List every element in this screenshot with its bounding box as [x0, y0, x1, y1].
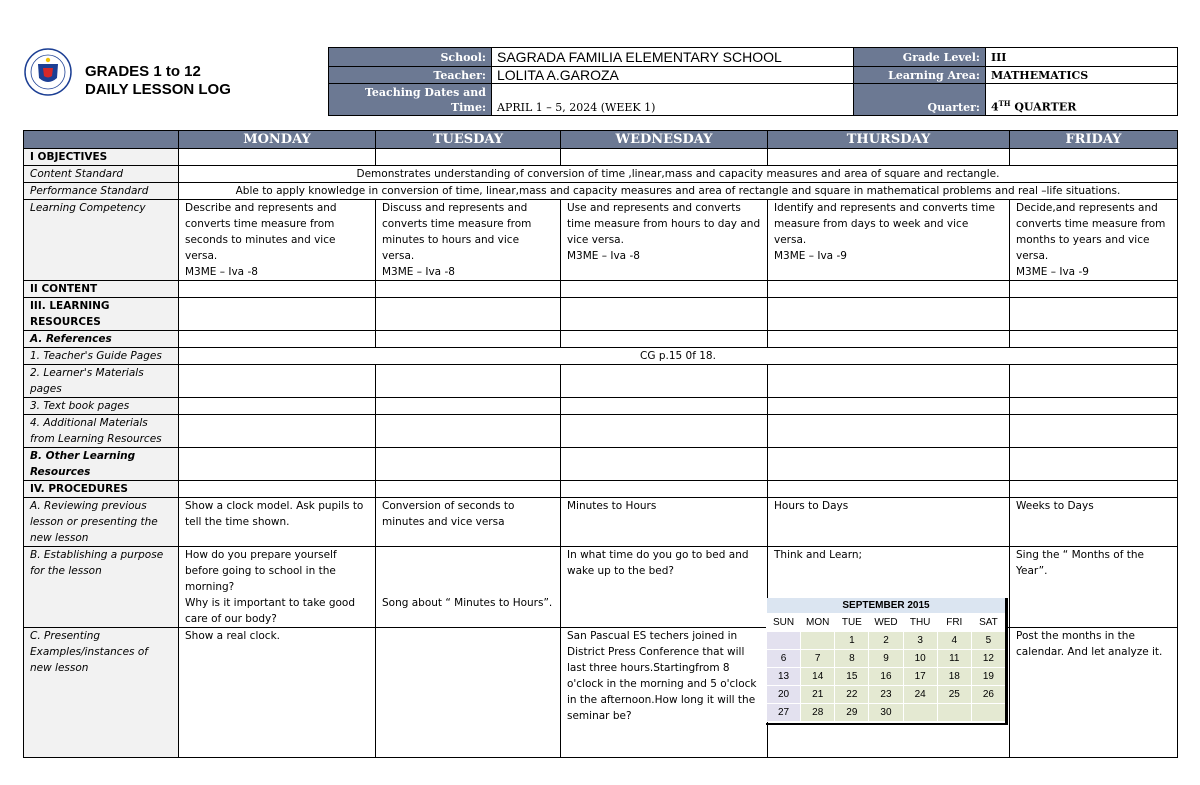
- cell: [376, 149, 561, 166]
- calendar-day: 9: [869, 650, 903, 668]
- calendar-day: 17: [903, 668, 937, 686]
- calendar-day: 28: [801, 704, 835, 722]
- competency-wednesday: [561, 200, 768, 281]
- grade-level-value: III: [986, 48, 1178, 67]
- row-label-references: A. References: [24, 331, 179, 348]
- calendar-week-row: [767, 668, 1006, 686]
- calendar-day: 4: [937, 632, 971, 650]
- calendar-title: SEPTEMBER 2015: [767, 598, 1006, 614]
- purpose-text: How do you prepare yourself before going to school in the morning?: [185, 549, 337, 593]
- table-row: [24, 298, 1178, 331]
- competency-text: Identify and represents and converts time measure from days to week and vice versa.: [774, 202, 995, 246]
- teaching-dates-label: [329, 84, 492, 116]
- presenting-friday: Post the months in the calendar. And let analyze it.: [1010, 628, 1178, 758]
- day-header-monday: MONDAY: [179, 131, 376, 149]
- calendar-day: 15: [835, 668, 869, 686]
- cell: [1010, 149, 1178, 166]
- competency-monday: [179, 200, 376, 281]
- calendar-weekday: FRI: [937, 614, 971, 632]
- cell: [561, 415, 768, 448]
- reviewing-monday: Show a clock model. Ask pupils to tell the time shown.: [179, 498, 376, 547]
- header-info-table: [328, 47, 1178, 116]
- calendar-day: 25: [937, 686, 971, 704]
- learning-area-label: Learning Area:: [854, 67, 986, 84]
- quarter-word: QUARTER: [1010, 101, 1077, 114]
- reviewing-thursday: Hours to Days: [768, 498, 1010, 547]
- table-row: [24, 348, 1178, 365]
- school-label: School:: [329, 48, 492, 67]
- calendar-day: 16: [869, 668, 903, 686]
- calendar-weekday-row: [767, 614, 1006, 632]
- cell: [376, 481, 561, 498]
- calendar-day: 13: [767, 668, 801, 686]
- cell: [179, 398, 376, 415]
- row-label-performance-standard: Performance Standard: [24, 183, 179, 200]
- cell: [768, 281, 1010, 298]
- quarter-value: [986, 84, 1178, 116]
- cell: [179, 448, 376, 481]
- cell: [561, 298, 768, 331]
- learning-area-value: MATHEMATICS: [986, 67, 1178, 84]
- cell: [179, 149, 376, 166]
- day-header-tuesday: TUESDAY: [376, 131, 561, 149]
- cell: [376, 365, 561, 398]
- purpose-text: Why is it important to take good care of our body?: [185, 597, 356, 625]
- calendar-day: 29: [835, 704, 869, 722]
- cell: [1010, 281, 1178, 298]
- competency-friday: [1010, 200, 1178, 281]
- school-value: SAGRADA FAMILIA ELEMENTARY SCHOOL: [492, 48, 854, 67]
- quarter-suffix: TH: [998, 99, 1011, 109]
- calendar-september-2015: [766, 598, 1006, 722]
- cell: [1010, 448, 1178, 481]
- calendar-day: 26: [971, 686, 1005, 704]
- calendar-weekday: SAT: [971, 614, 1005, 632]
- spacer: [382, 547, 554, 595]
- competency-tuesday: [376, 200, 561, 281]
- cell: [179, 415, 376, 448]
- cell: [768, 415, 1010, 448]
- cell: [376, 398, 561, 415]
- day-header-blank: [24, 131, 179, 149]
- calendar-day: 7: [801, 650, 835, 668]
- title-line-2: DAILY LESSON LOG: [85, 81, 231, 98]
- cell: [179, 365, 376, 398]
- row-label-content: II CONTENT: [24, 281, 179, 298]
- day-header-wednesday: WEDNESDAY: [561, 131, 768, 149]
- cell: [1010, 365, 1178, 398]
- table-row: [24, 448, 1178, 481]
- cell: [768, 481, 1010, 498]
- cell: [1010, 331, 1178, 348]
- calendar-weekday: WED: [869, 614, 903, 632]
- title-line-1: GRADES 1 to 12: [85, 63, 201, 80]
- presenting-tuesday: [376, 628, 561, 758]
- presenting-wednesday: San Pascual ES techers joined in District Press Conference that will last three hours.Startingfrom 8 o'clock in the morning and 5 o'clock in the afternoon.How long it will the seminar be?: [561, 628, 768, 758]
- competency-code: M3ME – Iva -9: [774, 250, 847, 262]
- purpose-text: Song about “ Minutes to Hours”.: [382, 597, 553, 609]
- calendar-day: 6: [767, 650, 801, 668]
- reviewing-friday: Weeks to Days: [1010, 498, 1178, 547]
- table-row: [24, 166, 1178, 183]
- cell: [561, 448, 768, 481]
- cell: [376, 331, 561, 348]
- teacher-value: LOLITA A.GAROZA: [492, 67, 854, 84]
- competency-code: M3ME – Iva -8: [567, 250, 640, 262]
- cell: [179, 298, 376, 331]
- deped-seal-logo: [24, 48, 72, 96]
- competency-text: Describe and represents and converts time measure from seconds to minutes and vice versa.: [185, 202, 337, 262]
- calendar-day: [903, 704, 937, 722]
- day-header-friday: FRIDAY: [1010, 131, 1178, 149]
- cell: [561, 281, 768, 298]
- competency-code: M3ME – Iva -8: [382, 266, 455, 278]
- reviewing-tuesday: Conversion of seconds to minutes and vice versa: [376, 498, 561, 547]
- purpose-monday: [179, 547, 376, 628]
- table-row: [24, 200, 1178, 281]
- cell: [376, 281, 561, 298]
- calendar-day: 11: [937, 650, 971, 668]
- calendar-day: 22: [835, 686, 869, 704]
- row-label-textbook-pages: 3. Text book pages: [24, 398, 179, 415]
- table-row: [24, 481, 1178, 498]
- calendar-day: 23: [869, 686, 903, 704]
- calendar-week-row: [767, 686, 1006, 704]
- calendar-day: 18: [937, 668, 971, 686]
- cell: [561, 149, 768, 166]
- purpose-friday: Sing the “ Months of the Year”.: [1010, 547, 1178, 628]
- calendar-week-row: [767, 632, 1006, 650]
- cell: [179, 331, 376, 348]
- calendar-weekday: THU: [903, 614, 937, 632]
- cell: [561, 481, 768, 498]
- calendar-day: 27: [767, 704, 801, 722]
- calendar-weekday: MON: [801, 614, 835, 632]
- cell: [376, 415, 561, 448]
- calendar-day: 3: [903, 632, 937, 650]
- cell: [561, 365, 768, 398]
- row-label-presenting: C. Presenting Examples/instances of new lesson: [24, 628, 179, 758]
- cell: [768, 331, 1010, 348]
- row-label-learning-competency: Learning Competency: [24, 200, 179, 281]
- row-label-objectives: I OBJECTIVES: [24, 149, 179, 166]
- table-row: [24, 331, 1178, 348]
- purpose-thursday: Think and Learn;: [768, 547, 1010, 628]
- table-row: [24, 365, 1178, 398]
- quarter-label: Quarter:: [854, 84, 986, 116]
- row-label-other-resources: B. Other Learning Resources: [24, 448, 179, 481]
- calendar-day: 21: [801, 686, 835, 704]
- table-row: [24, 149, 1178, 166]
- calendar-day: 14: [801, 668, 835, 686]
- row-label-additional-materials: 4. Additional Materials from Learning Resources: [24, 415, 179, 448]
- calendar-weekday: TUE: [835, 614, 869, 632]
- table-row: [24, 398, 1178, 415]
- cell: [1010, 298, 1178, 331]
- calendar-day: 1: [835, 632, 869, 650]
- row-label-procedures: IV. PROCEDURES: [24, 481, 179, 498]
- calendar-day: 20: [767, 686, 801, 704]
- competency-thursday: [768, 200, 1010, 281]
- table-row: [24, 415, 1178, 448]
- cell: [376, 298, 561, 331]
- purpose-tuesday: [376, 547, 561, 628]
- row-label-learners-materials: 2. Learner's Materials pages: [24, 365, 179, 398]
- reviewing-wednesday: Minutes to Hours: [561, 498, 768, 547]
- competency-text: Discuss and represents and converts time measure from minutes to hours and vice versa.: [382, 202, 532, 262]
- cell: [1010, 398, 1178, 415]
- row-label-content-standard: Content Standard: [24, 166, 179, 183]
- calendar-day: 24: [903, 686, 937, 704]
- day-header-thursday: THURSDAY: [768, 131, 1010, 149]
- calendar-day: 10: [903, 650, 937, 668]
- calendar-day: 8: [835, 650, 869, 668]
- cell: [179, 281, 376, 298]
- cell: [561, 398, 768, 415]
- teachers-guide-value: CG p.15 0f 18.: [179, 348, 1178, 365]
- presenting-monday: Show a real clock.: [179, 628, 376, 758]
- calendar-day: [767, 632, 801, 650]
- grade-level-label: Grade Level:: [854, 48, 986, 67]
- quarter-number: 4: [991, 101, 999, 114]
- calendar-day: [801, 632, 835, 650]
- table-row: [24, 183, 1178, 200]
- calendar-day: [937, 704, 971, 722]
- competency-text: Decide,and represents and converts time measure from months to years and vice versa.: [1016, 202, 1166, 262]
- calendar-day: [971, 704, 1005, 722]
- cell: [376, 448, 561, 481]
- cell: [768, 365, 1010, 398]
- calendar-weekday: SUN: [767, 614, 801, 632]
- cell: [768, 149, 1010, 166]
- competency-text: Use and represents and converts time measure from hours to day and vice versa.: [567, 202, 761, 246]
- calendar-week-row: [767, 704, 1006, 722]
- table-row: [24, 498, 1178, 547]
- cell: [768, 398, 1010, 415]
- day-header-row: [24, 131, 1178, 149]
- cell: [1010, 415, 1178, 448]
- content-standard-value: Demonstrates understanding of conversion of time ,linear,mass and capacity measures and area of square and rectangle.: [179, 166, 1178, 183]
- row-label-purpose: B. Establishing a purpose for the lesson: [24, 547, 179, 628]
- calendar-day: 2: [869, 632, 903, 650]
- cell: [561, 331, 768, 348]
- purpose-wednesday: In what time do you go to bed and wake up to the bed?: [561, 547, 768, 628]
- document-title: [85, 63, 231, 99]
- teaching-dates-label-2: Time:: [450, 101, 486, 114]
- teacher-label: Teacher:: [329, 67, 492, 84]
- teaching-dates-value: APRIL 1 – 5, 2024 (WEEK 1): [492, 84, 854, 116]
- row-label-reviewing: A. Reviewing previous lesson or presenting the new lesson: [24, 498, 179, 547]
- calendar-day: 5: [971, 632, 1005, 650]
- performance-standard-value: Able to apply knowledge in conversion of time, linear,mass and capacity measures and area of rectangle and square in mathematical problems and real –life situations.: [179, 183, 1178, 200]
- teaching-dates-label-1: Teaching Dates and: [364, 86, 486, 99]
- calendar-week-row: [767, 650, 1006, 668]
- cell: [179, 481, 376, 498]
- table-row: [24, 281, 1178, 298]
- calendar-day: 30: [869, 704, 903, 722]
- row-label-learning-resources: III. LEARNING RESOURCES: [24, 298, 179, 331]
- cell: [1010, 481, 1178, 498]
- competency-code: M3ME – Iva -8: [185, 266, 258, 278]
- calendar-day: 19: [971, 668, 1005, 686]
- cell: [768, 448, 1010, 481]
- calendar-day: 12: [971, 650, 1005, 668]
- competency-code: M3ME – Iva -9: [1016, 266, 1089, 278]
- row-label-teachers-guide: 1. Teacher's Guide Pages: [24, 348, 179, 365]
- cell: [768, 298, 1010, 331]
